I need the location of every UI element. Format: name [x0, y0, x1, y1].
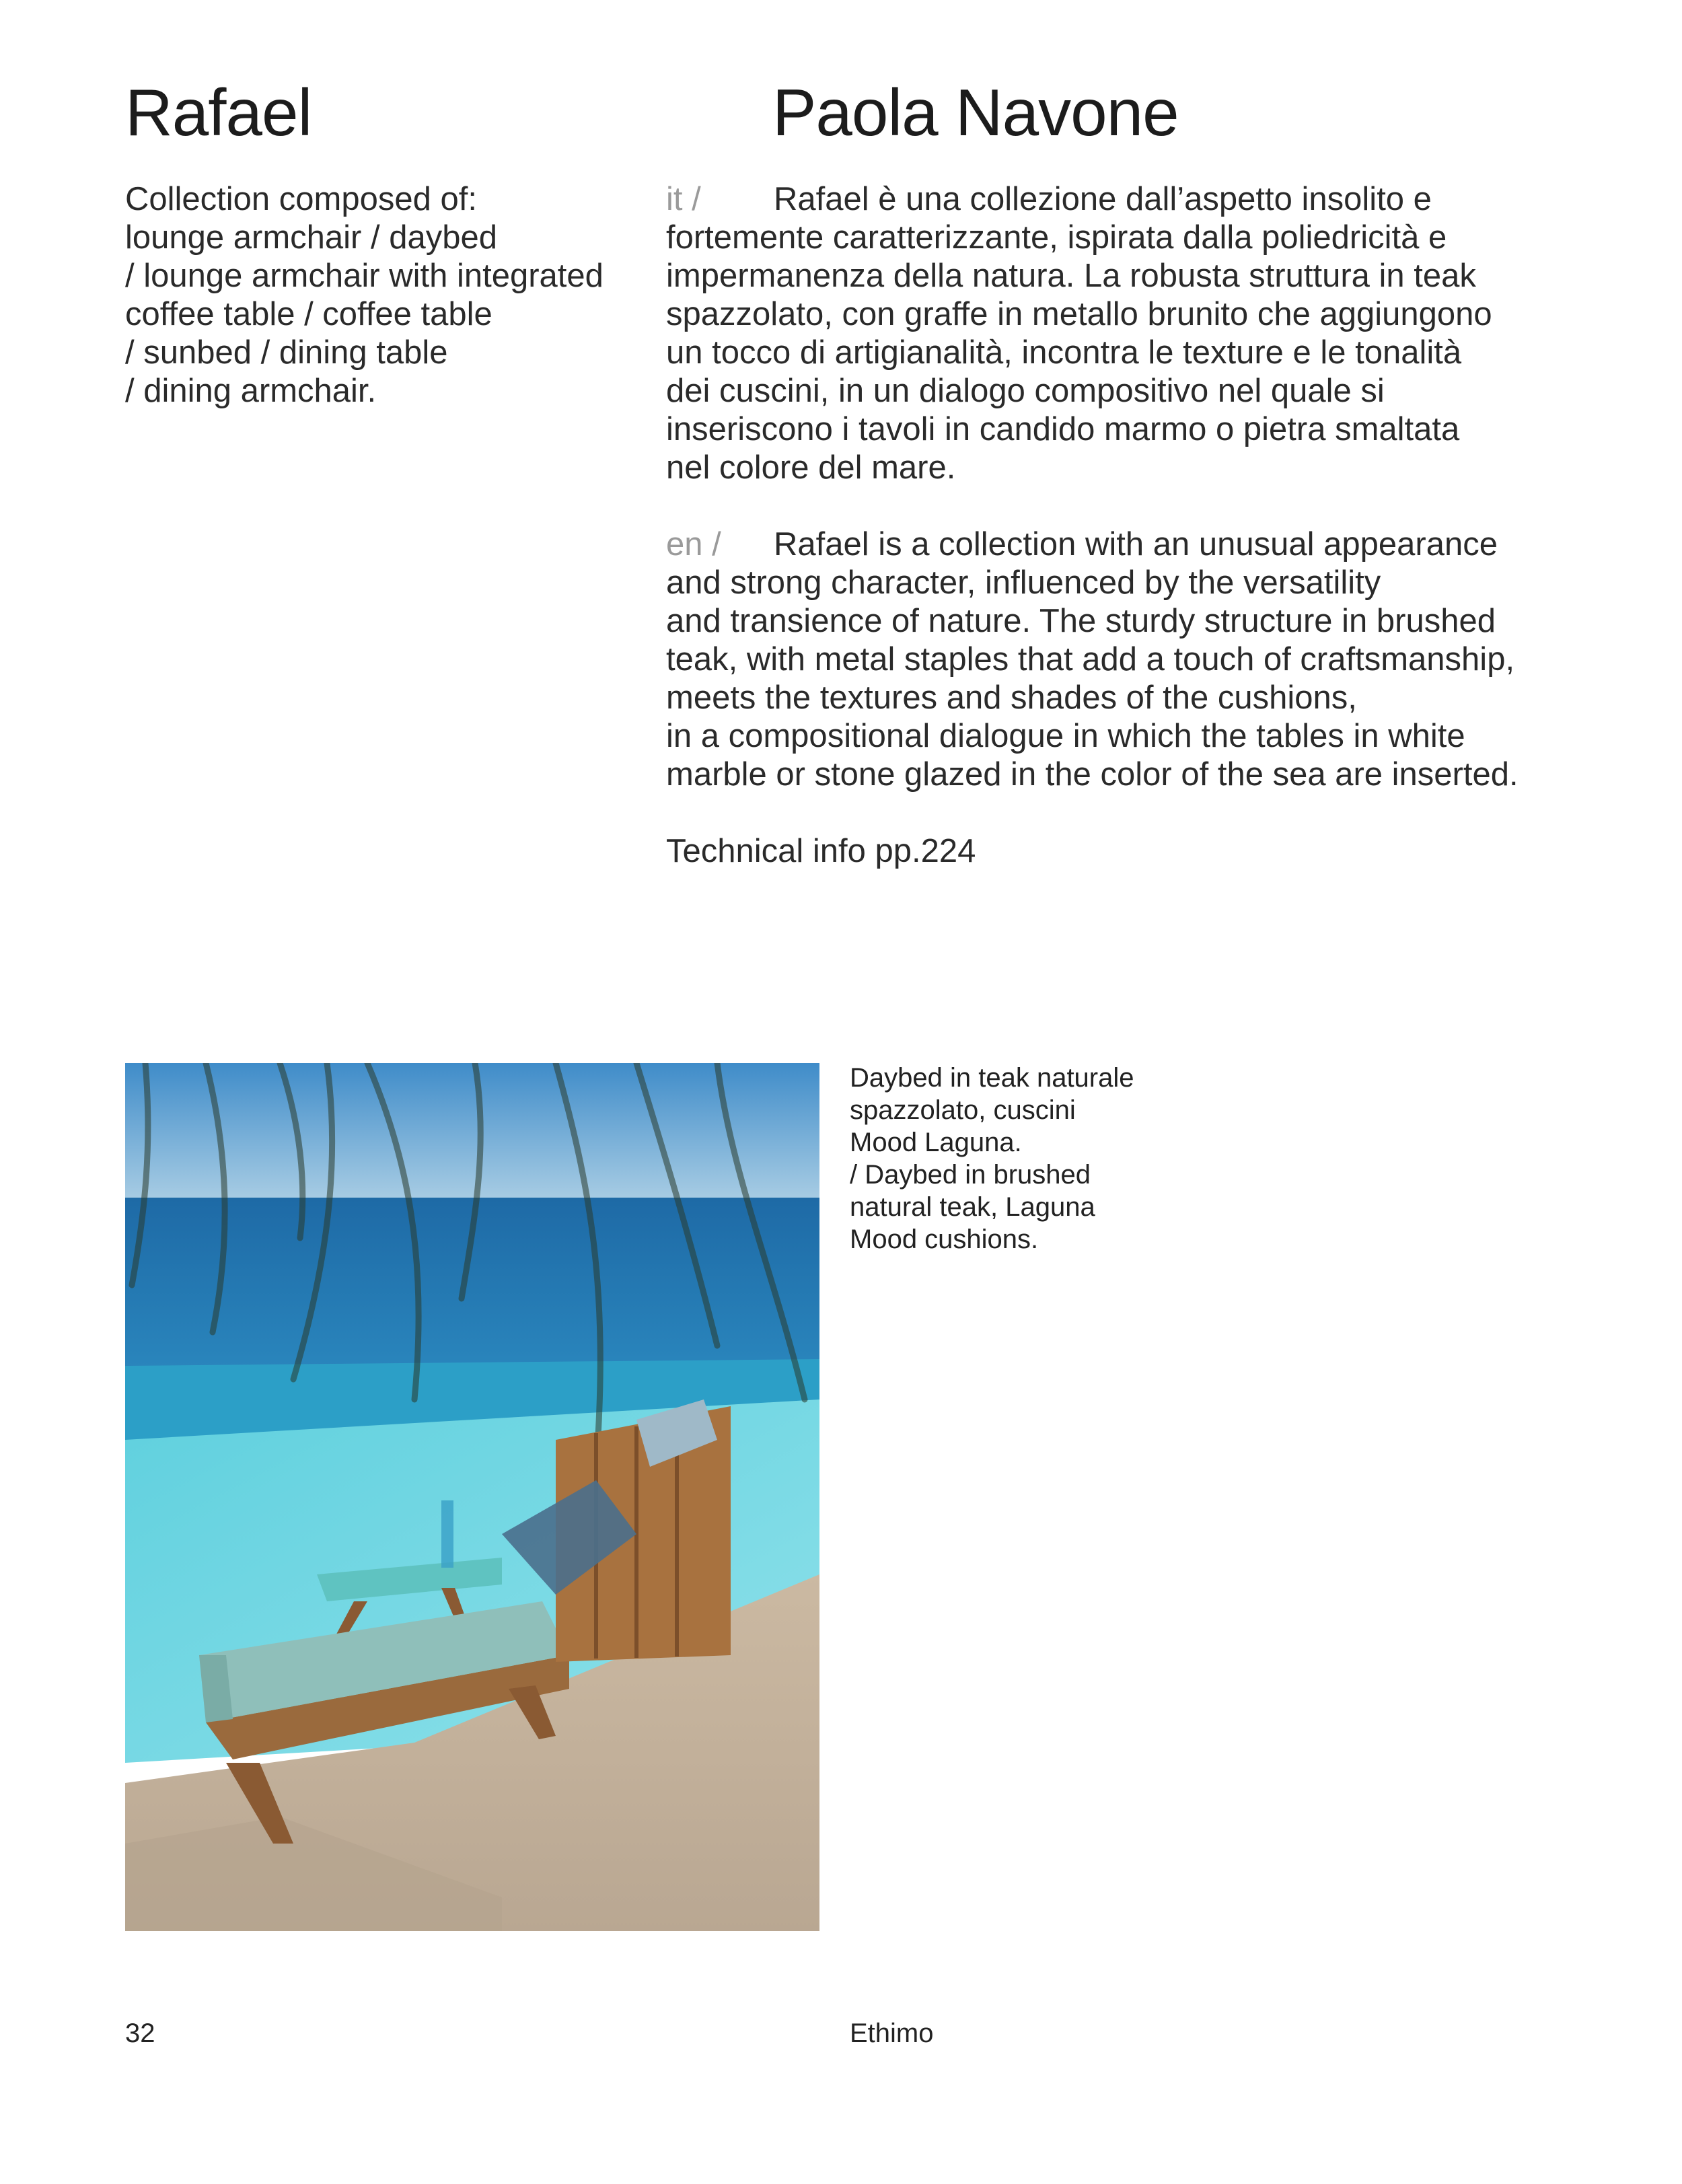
- description-line: dei cuscini, in un dialogo compositivo nel quale si: [666, 373, 1385, 409]
- technical-info: Technical info pp.224: [666, 833, 976, 869]
- composition-line: lounge armchair / daybed: [125, 219, 497, 256]
- description-line: inseriscono i tavoli in candido marmo o pietra smaltata: [666, 411, 1460, 447]
- description-line: in a compositional dialogue in which the tables in white: [666, 718, 1465, 754]
- photo-caption: [850, 1062, 1134, 1255]
- composition-line: / sunbed / dining table: [125, 334, 448, 371]
- brand-name: Ethimo: [850, 2018, 934, 2048]
- description-it: [666, 180, 1561, 487]
- composition-line: Collection composed of:: [125, 181, 477, 217]
- caption-line: Mood cushions.: [850, 1225, 1039, 1254]
- composition-line: / lounge armchair with integrated: [125, 258, 604, 294]
- composition-line: coffee table / coffee table: [125, 296, 492, 332]
- description-line: and transience of nature. The sturdy structure in brushed: [666, 603, 1496, 639]
- description-line: Rafael is a collection with an unusual appearance: [774, 526, 1498, 562]
- composition-line: / dining armchair.: [125, 373, 377, 409]
- description-line: impermanenza della natura. La robusta struttura in teak: [666, 258, 1476, 294]
- description-line: and strong character, influenced by the versatility: [666, 565, 1381, 601]
- description-line: nel colore del mare.: [666, 449, 956, 486]
- lang-label-en: en /: [666, 526, 721, 562]
- description-line: marble or stone glazed in the color of the sea are inserted.: [666, 756, 1519, 793]
- lang-label-it: it /: [666, 181, 701, 217]
- composition-list: [125, 180, 604, 410]
- caption-line: / Daybed in brushed: [850, 1160, 1091, 1190]
- designer-name: Paola Navone: [772, 75, 1179, 149]
- caption-line: natural teak, Laguna: [850, 1192, 1095, 1222]
- page-number: 32: [125, 2018, 155, 2048]
- description-en: [666, 525, 1561, 794]
- description-line: Rafael è una collezione dall’aspetto insolito e: [774, 181, 1432, 217]
- description-line: meets the textures and shades of the cushions,: [666, 680, 1357, 716]
- description-line: un tocco di artigianalità, incontra le texture e le tonalità: [666, 334, 1462, 371]
- product-photo: [125, 1063, 819, 1931]
- caption-line: Daybed in teak naturale: [850, 1063, 1134, 1093]
- description-line: fortemente caratterizzante, ispirata dalla poliedricità e: [666, 219, 1447, 256]
- caption-line: Mood Laguna.: [850, 1128, 1022, 1157]
- collection-title: Rafael: [125, 75, 312, 149]
- description-line: spazzolato, con graffe in metallo brunito che aggiungono: [666, 296, 1492, 332]
- description-line: teak, with metal staples that add a touch of craftsmanship,: [666, 641, 1515, 678]
- caption-line: spazzolato, cuscini: [850, 1095, 1076, 1125]
